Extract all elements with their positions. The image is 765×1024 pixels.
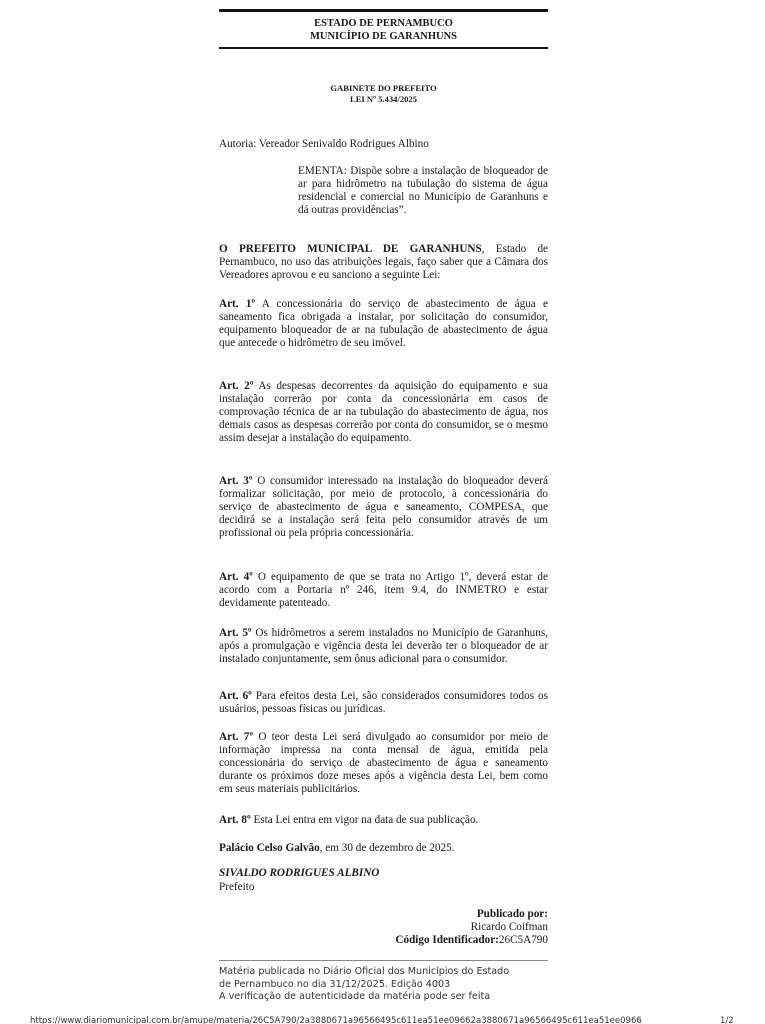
publication-block	[219, 908, 548, 947]
publication-note-line: Matéria publicada no Diário Oficial dos Municípios do Estado	[219, 966, 510, 977]
published-by-label: Publicado por:	[476, 908, 548, 920]
identifier-label: Código Identificador:	[395, 934, 499, 946]
authorship: Autoria: Vereador Senivaldo Rodrigues Albino	[219, 138, 429, 150]
preamble	[219, 243, 548, 282]
cabinet-title: GABINETE DO PREFEITO	[330, 83, 437, 93]
publication-note	[219, 966, 549, 1004]
cabinet-block	[219, 83, 548, 105]
palace-name: Palácio Celso Galvão	[219, 842, 320, 854]
article-1	[219, 298, 548, 350]
article-2	[219, 380, 548, 445]
article-text: O consumidor interessado na instalação do bloqueador deverá formalizar solicitação, por meio de protocolo, à concessionária do serviço de abastecimento de água e saneamento, COMPESA, que decidirá se a instalação será feita pelo consumidor através de um profissional ou pela própria concessionária.	[219, 475, 549, 539]
state-name: ESTADO DE PERNAMBUCO	[314, 18, 453, 29]
document-header	[219, 17, 548, 43]
publisher-name: Ricardo Coifman	[470, 921, 548, 933]
law-number: LEI Nº 5.434/2025	[349, 94, 418, 104]
article-8	[219, 814, 548, 827]
article-text: Para efeitos desta Lei, são considerados consumidores todos os usuários, pessoas físicas ou jurídicas.	[219, 690, 549, 715]
municipality-name: MUNICÍPIO DE GARANHUNS	[309, 31, 457, 42]
closing-line	[219, 842, 548, 855]
article-7	[219, 731, 548, 796]
footer-divider	[219, 960, 548, 961]
article-text: Esta Lei entra em vigor na data de sua publicação.	[250, 814, 479, 826]
article-4	[219, 571, 548, 610]
article-text: A concessionária do serviço de abastecimento de água e saneamento fica obrigada a instalar, por solicitação do consumidor, equipamento bloqueador de ar na tubulação de abastecimento de água que antecede o hidrômetro de seu imóvel.	[219, 298, 548, 349]
article-label: Art. 3º	[219, 475, 253, 487]
article-text: As despesas decorrentes da aquisição do equipamento e sua instalação correrão por conta da concessionária em casos de comprovação técnica de ar na tubulação do abastecimento de água, nos demais casos as despesas correrão por conta do consumidor, se o mesmo assim desejar a instalação do equipamento.	[219, 380, 548, 444]
header-top-rule	[219, 9, 548, 12]
article-6	[219, 690, 548, 716]
article-label: Art. 4º	[219, 571, 253, 583]
article-text: Os hidrômetros a serem instalados no Município de Garanhuns, após a promulgação e vigência desta lei deverão ter o bloqueador de ar instalado conjuntamente, sem ônus adicional para o consumidor.	[219, 627, 548, 665]
article-label: Art. 1º	[219, 298, 256, 310]
article-label: Art. 6º	[219, 690, 252, 702]
article-label: Art. 8º	[219, 814, 251, 826]
preamble-bold: O PREFEITO MUNICIPAL DE GARANHUNS	[219, 243, 482, 255]
article-label: Art. 2º	[219, 380, 254, 392]
publication-note-line: de Pernambuco no dia 31/12/2025. Edição 4003	[219, 978, 451, 990]
signatory-role: Prefeito	[219, 881, 255, 893]
signatory-name: SIVALDO RODRIGUES ALBINO	[219, 867, 380, 879]
article-label: Art. 5º	[219, 627, 252, 639]
article-5	[219, 627, 548, 666]
identifier-code: 26C5A790	[498, 934, 548, 946]
preamble-text: , Estado de Pernambuco, no uso das atribuições legais, faço saber que a Câmara dos Vereadores aprovou e eu sanciono a seguinte Lei:	[219, 243, 548, 281]
identifier-line	[219, 934, 548, 947]
print-page-number: 1/2	[720, 1016, 734, 1024]
article-label: Art. 7º	[219, 731, 254, 743]
ementa: EMENTA: Dispõe sobre a instalação de bloqueador de ar para hidrômetro na tubulação do sistema de água residencial e comercial no Município de Garanhuns e dá outras providências”.	[298, 165, 548, 216]
article-text: O equipamento de que se trata no Artigo 1º, deverá estar de acordo com a Portaria nº 246, item 9.4, do INMETRO e estar devidamente patenteado.	[219, 571, 548, 609]
print-url-link[interactable]: https://www.diariomunicipal.com.br/amupe/materia/26C5A790/2a3880671a96566495c611ea51ee09662a3880671a96566495c611ea51ee0966	[30, 1016, 642, 1024]
closing-date: , em 30 de dezembro de 2025.	[319, 842, 455, 854]
publication-note-line: A verificação de autenticidade da matéria pode ser feita	[219, 991, 491, 1002]
article-text: O teor desta Lei será divulgado ao consumidor por meio de informação impressa na conta mensal de água, emitida pela concessionária do serviço de abastecimento de água e saneamento durante os próximos doze meses após a vigência desta Lei, bem como em seus materiais publicitários.	[219, 731, 548, 795]
header-bottom-rule	[219, 47, 548, 49]
article-3	[219, 475, 548, 540]
